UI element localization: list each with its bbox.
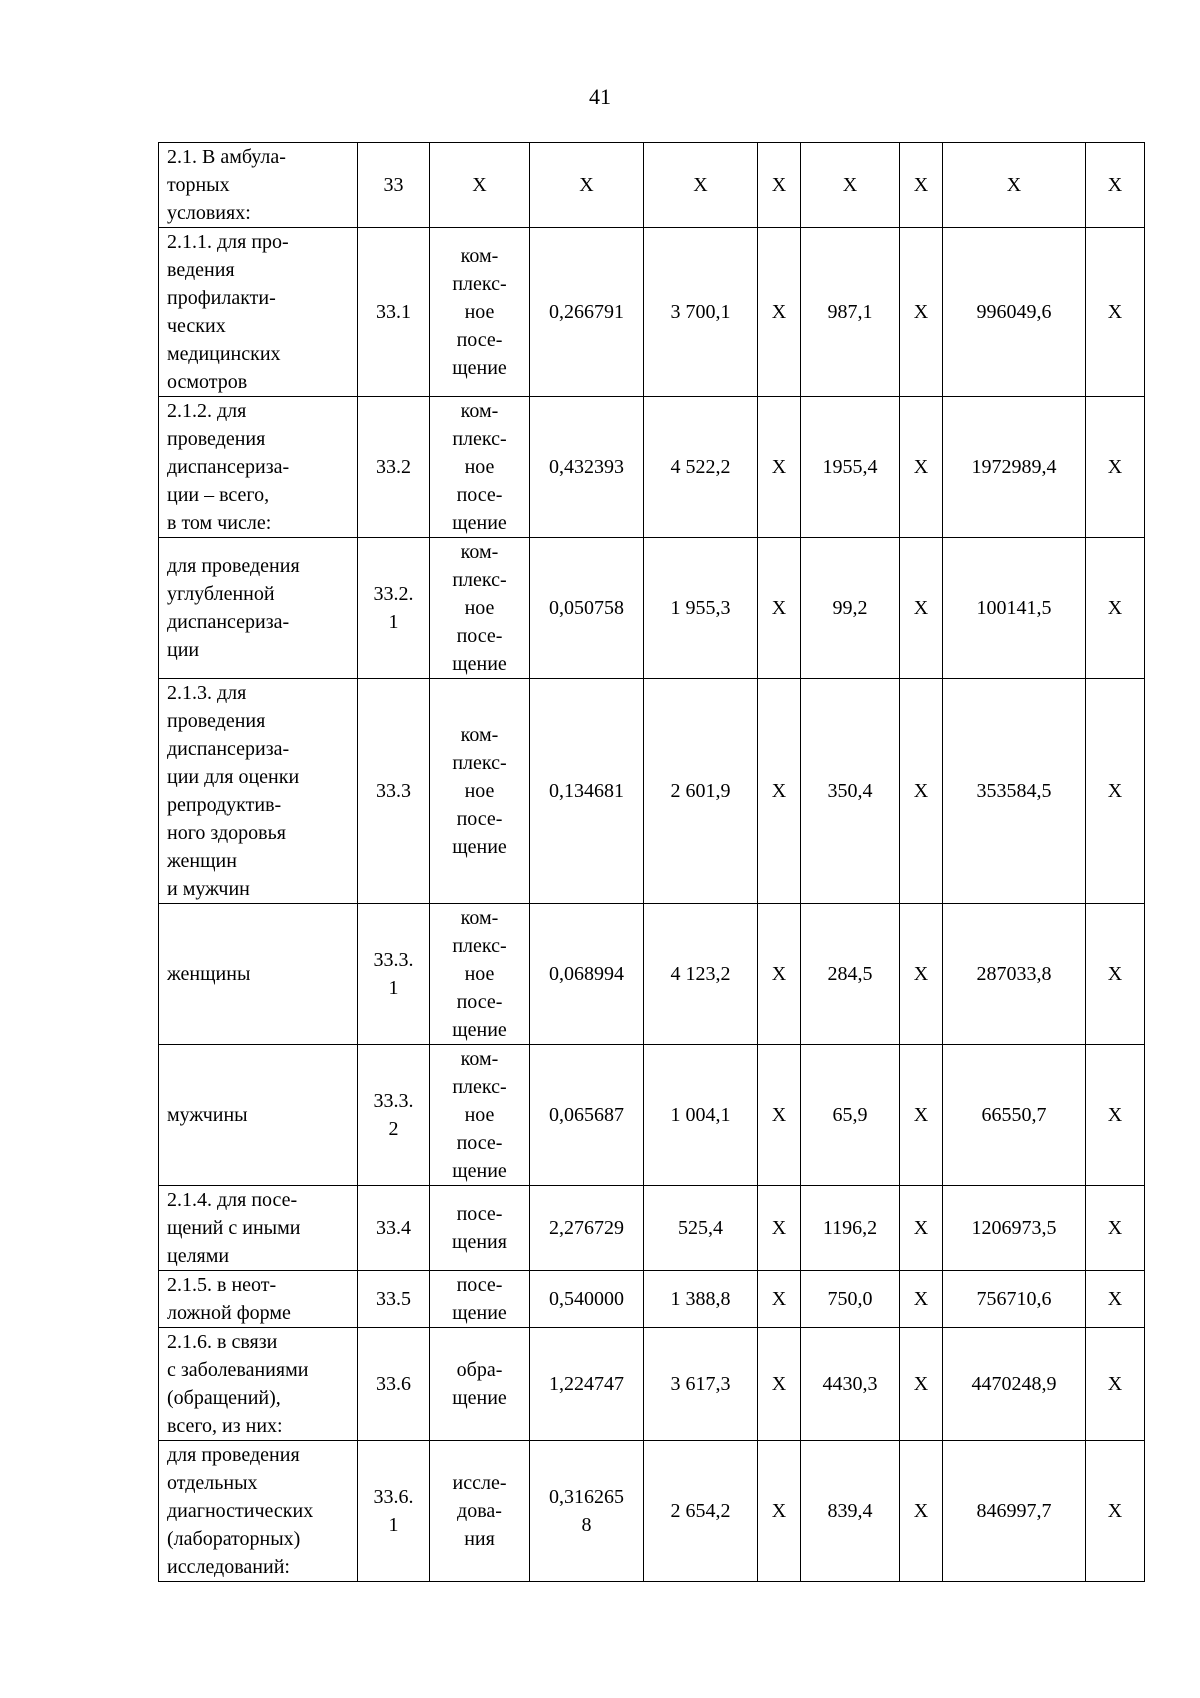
col7-cell: 839,4 bbox=[801, 1441, 900, 1582]
col6-cell: X bbox=[758, 1186, 801, 1271]
norm-cell: 0,540000 bbox=[530, 1271, 644, 1328]
col8-cell: X bbox=[900, 1045, 943, 1186]
col7-cell: 1955,4 bbox=[801, 397, 900, 538]
col9-cell: 353584,5 bbox=[943, 679, 1086, 904]
col7-cell: 1196,2 bbox=[801, 1186, 900, 1271]
name-cell: 2.1.1. для про- ведения профилакти- ческих медицинских осмотров bbox=[159, 228, 358, 397]
norm-cell: 0,134681 bbox=[530, 679, 644, 904]
norm-cell: 0,068994 bbox=[530, 904, 644, 1045]
col6-cell: X bbox=[758, 397, 801, 538]
table-row bbox=[159, 679, 1145, 904]
col7-cell: 750,0 bbox=[801, 1271, 900, 1328]
col9-cell: 66550,7 bbox=[943, 1045, 1086, 1186]
data-table bbox=[158, 142, 1145, 1582]
col10-cell: X bbox=[1086, 1328, 1145, 1441]
norm-cell: 2,276729 bbox=[530, 1186, 644, 1271]
unit-cell: обра- щение bbox=[430, 1328, 530, 1441]
col10-cell: X bbox=[1086, 397, 1145, 538]
norm-cell: 0,266791 bbox=[530, 228, 644, 397]
code-cell: 33.1 bbox=[358, 228, 430, 397]
table-row bbox=[159, 538, 1145, 679]
unit-cell: иссле- дова- ния bbox=[430, 1441, 530, 1582]
cost-cell: 4 123,2 bbox=[644, 904, 758, 1045]
col9-cell: 756710,6 bbox=[943, 1271, 1086, 1328]
col6-cell: X bbox=[758, 1441, 801, 1582]
col9-cell: 996049,6 bbox=[943, 228, 1086, 397]
col8-cell: X bbox=[900, 679, 943, 904]
table-row bbox=[159, 143, 1145, 228]
col6-cell: X bbox=[758, 1328, 801, 1441]
col6-cell: X bbox=[758, 538, 801, 679]
col6-cell: X bbox=[758, 228, 801, 397]
table-row bbox=[159, 397, 1145, 538]
unit-cell: посе- щения bbox=[430, 1186, 530, 1271]
col8-cell: X bbox=[900, 143, 943, 228]
name-cell: 2.1.6. в связи с заболеваниями (обращений), всего, из них: bbox=[159, 1328, 358, 1441]
page-number: 41 bbox=[589, 84, 611, 109]
col9-cell: 100141,5 bbox=[943, 538, 1086, 679]
unit-cell: ком- плекс- ное посе- щение bbox=[430, 679, 530, 904]
col6-cell: X bbox=[758, 1045, 801, 1186]
col7-cell: 4430,3 bbox=[801, 1328, 900, 1441]
code-cell: 33.3. 2 bbox=[358, 1045, 430, 1186]
table-row bbox=[159, 1328, 1145, 1441]
table-row bbox=[159, 1045, 1145, 1186]
unit-cell: посе- щение bbox=[430, 1271, 530, 1328]
cost-cell: 2 654,2 bbox=[644, 1441, 758, 1582]
unit-cell: ком- плекс- ное посе- щение bbox=[430, 904, 530, 1045]
code-cell: 33.3 bbox=[358, 679, 430, 904]
col10-cell: X bbox=[1086, 1186, 1145, 1271]
norm-cell: 1,224747 bbox=[530, 1328, 644, 1441]
col8-cell: X bbox=[900, 228, 943, 397]
name-cell: 2.1.5. в неот- ложной форме bbox=[159, 1271, 358, 1328]
code-cell: 33.5 bbox=[358, 1271, 430, 1328]
code-cell: 33 bbox=[358, 143, 430, 228]
code-cell: 33.6 bbox=[358, 1328, 430, 1441]
norm-cell: X bbox=[530, 143, 644, 228]
code-cell: 33.4 bbox=[358, 1186, 430, 1271]
col7-cell: 99,2 bbox=[801, 538, 900, 679]
col10-cell: X bbox=[1086, 143, 1145, 228]
code-cell: 33.2 bbox=[358, 397, 430, 538]
cost-cell: 1 388,8 bbox=[644, 1271, 758, 1328]
name-cell: 2.1.4. для посе- щений с иными целями bbox=[159, 1186, 358, 1271]
table-row bbox=[159, 904, 1145, 1045]
code-cell: 33.6. 1 bbox=[358, 1441, 430, 1582]
col8-cell: X bbox=[900, 538, 943, 679]
unit-cell: X bbox=[430, 143, 530, 228]
col6-cell: X bbox=[758, 904, 801, 1045]
norm-cell: 0,316265 8 bbox=[530, 1441, 644, 1582]
col7-cell: 987,1 bbox=[801, 228, 900, 397]
col9-cell: 1206973,5 bbox=[943, 1186, 1086, 1271]
col7-cell: 284,5 bbox=[801, 904, 900, 1045]
name-cell: для проведения углубленной диспансериза- ции bbox=[159, 538, 358, 679]
col7-cell: 65,9 bbox=[801, 1045, 900, 1186]
cost-cell: 4 522,2 bbox=[644, 397, 758, 538]
code-cell: 33.2. 1 bbox=[358, 538, 430, 679]
unit-cell: ком- плекс- ное посе- щение bbox=[430, 397, 530, 538]
col10-cell: X bbox=[1086, 679, 1145, 904]
name-cell: женщины bbox=[159, 904, 358, 1045]
name-cell: 2.1.2. для проведения диспансериза- ции – всего, в том числе: bbox=[159, 397, 358, 538]
name-cell: 2.1.3. для проведения диспансериза- ции для оценки репродуктив- ного здоровья женщин и мужчин bbox=[159, 679, 358, 904]
table-row bbox=[159, 1186, 1145, 1271]
cost-cell: 3 700,1 bbox=[644, 228, 758, 397]
col10-cell: X bbox=[1086, 228, 1145, 397]
col9-cell: 846997,7 bbox=[943, 1441, 1086, 1582]
cost-cell: 3 617,3 bbox=[644, 1328, 758, 1441]
norm-cell: 0,050758 bbox=[530, 538, 644, 679]
name-cell: 2.1. В амбула- торных условиях: bbox=[159, 143, 358, 228]
cost-cell: X bbox=[644, 143, 758, 228]
col8-cell: X bbox=[900, 1441, 943, 1582]
col10-cell: X bbox=[1086, 538, 1145, 679]
col10-cell: X bbox=[1086, 904, 1145, 1045]
norm-cell: 0,432393 bbox=[530, 397, 644, 538]
cost-cell: 525,4 bbox=[644, 1186, 758, 1271]
col9-cell: 1972989,4 bbox=[943, 397, 1086, 538]
cost-cell: 1 955,3 bbox=[644, 538, 758, 679]
col7-cell: 350,4 bbox=[801, 679, 900, 904]
table-row bbox=[159, 1271, 1145, 1328]
code-cell: 33.3. 1 bbox=[358, 904, 430, 1045]
col6-cell: X bbox=[758, 143, 801, 228]
col7-cell: X bbox=[801, 143, 900, 228]
cost-cell: 1 004,1 bbox=[644, 1045, 758, 1186]
col8-cell: X bbox=[900, 1186, 943, 1271]
table-row bbox=[159, 1441, 1145, 1582]
name-cell: для проведения отдельных диагностических (лабораторных) исследований: bbox=[159, 1441, 358, 1582]
col10-cell: X bbox=[1086, 1271, 1145, 1328]
col6-cell: X bbox=[758, 1271, 801, 1328]
col6-cell: X bbox=[758, 679, 801, 904]
col8-cell: X bbox=[900, 397, 943, 538]
col8-cell: X bbox=[900, 904, 943, 1045]
col8-cell: X bbox=[900, 1328, 943, 1441]
col8-cell: X bbox=[900, 1271, 943, 1328]
unit-cell: ком- плекс- ное посе- щение bbox=[430, 538, 530, 679]
unit-cell: ком- плекс- ное посе- щение bbox=[430, 1045, 530, 1186]
cost-cell: 2 601,9 bbox=[644, 679, 758, 904]
norm-cell: 0,065687 bbox=[530, 1045, 644, 1186]
col10-cell: X bbox=[1086, 1441, 1145, 1582]
col10-cell: X bbox=[1086, 1045, 1145, 1186]
col9-cell: 4470248,9 bbox=[943, 1328, 1086, 1441]
name-cell: мужчины bbox=[159, 1045, 358, 1186]
table-row bbox=[159, 228, 1145, 397]
col9-cell: X bbox=[943, 143, 1086, 228]
unit-cell: ком- плекс- ное посе- щение bbox=[430, 228, 530, 397]
col9-cell: 287033,8 bbox=[943, 904, 1086, 1045]
